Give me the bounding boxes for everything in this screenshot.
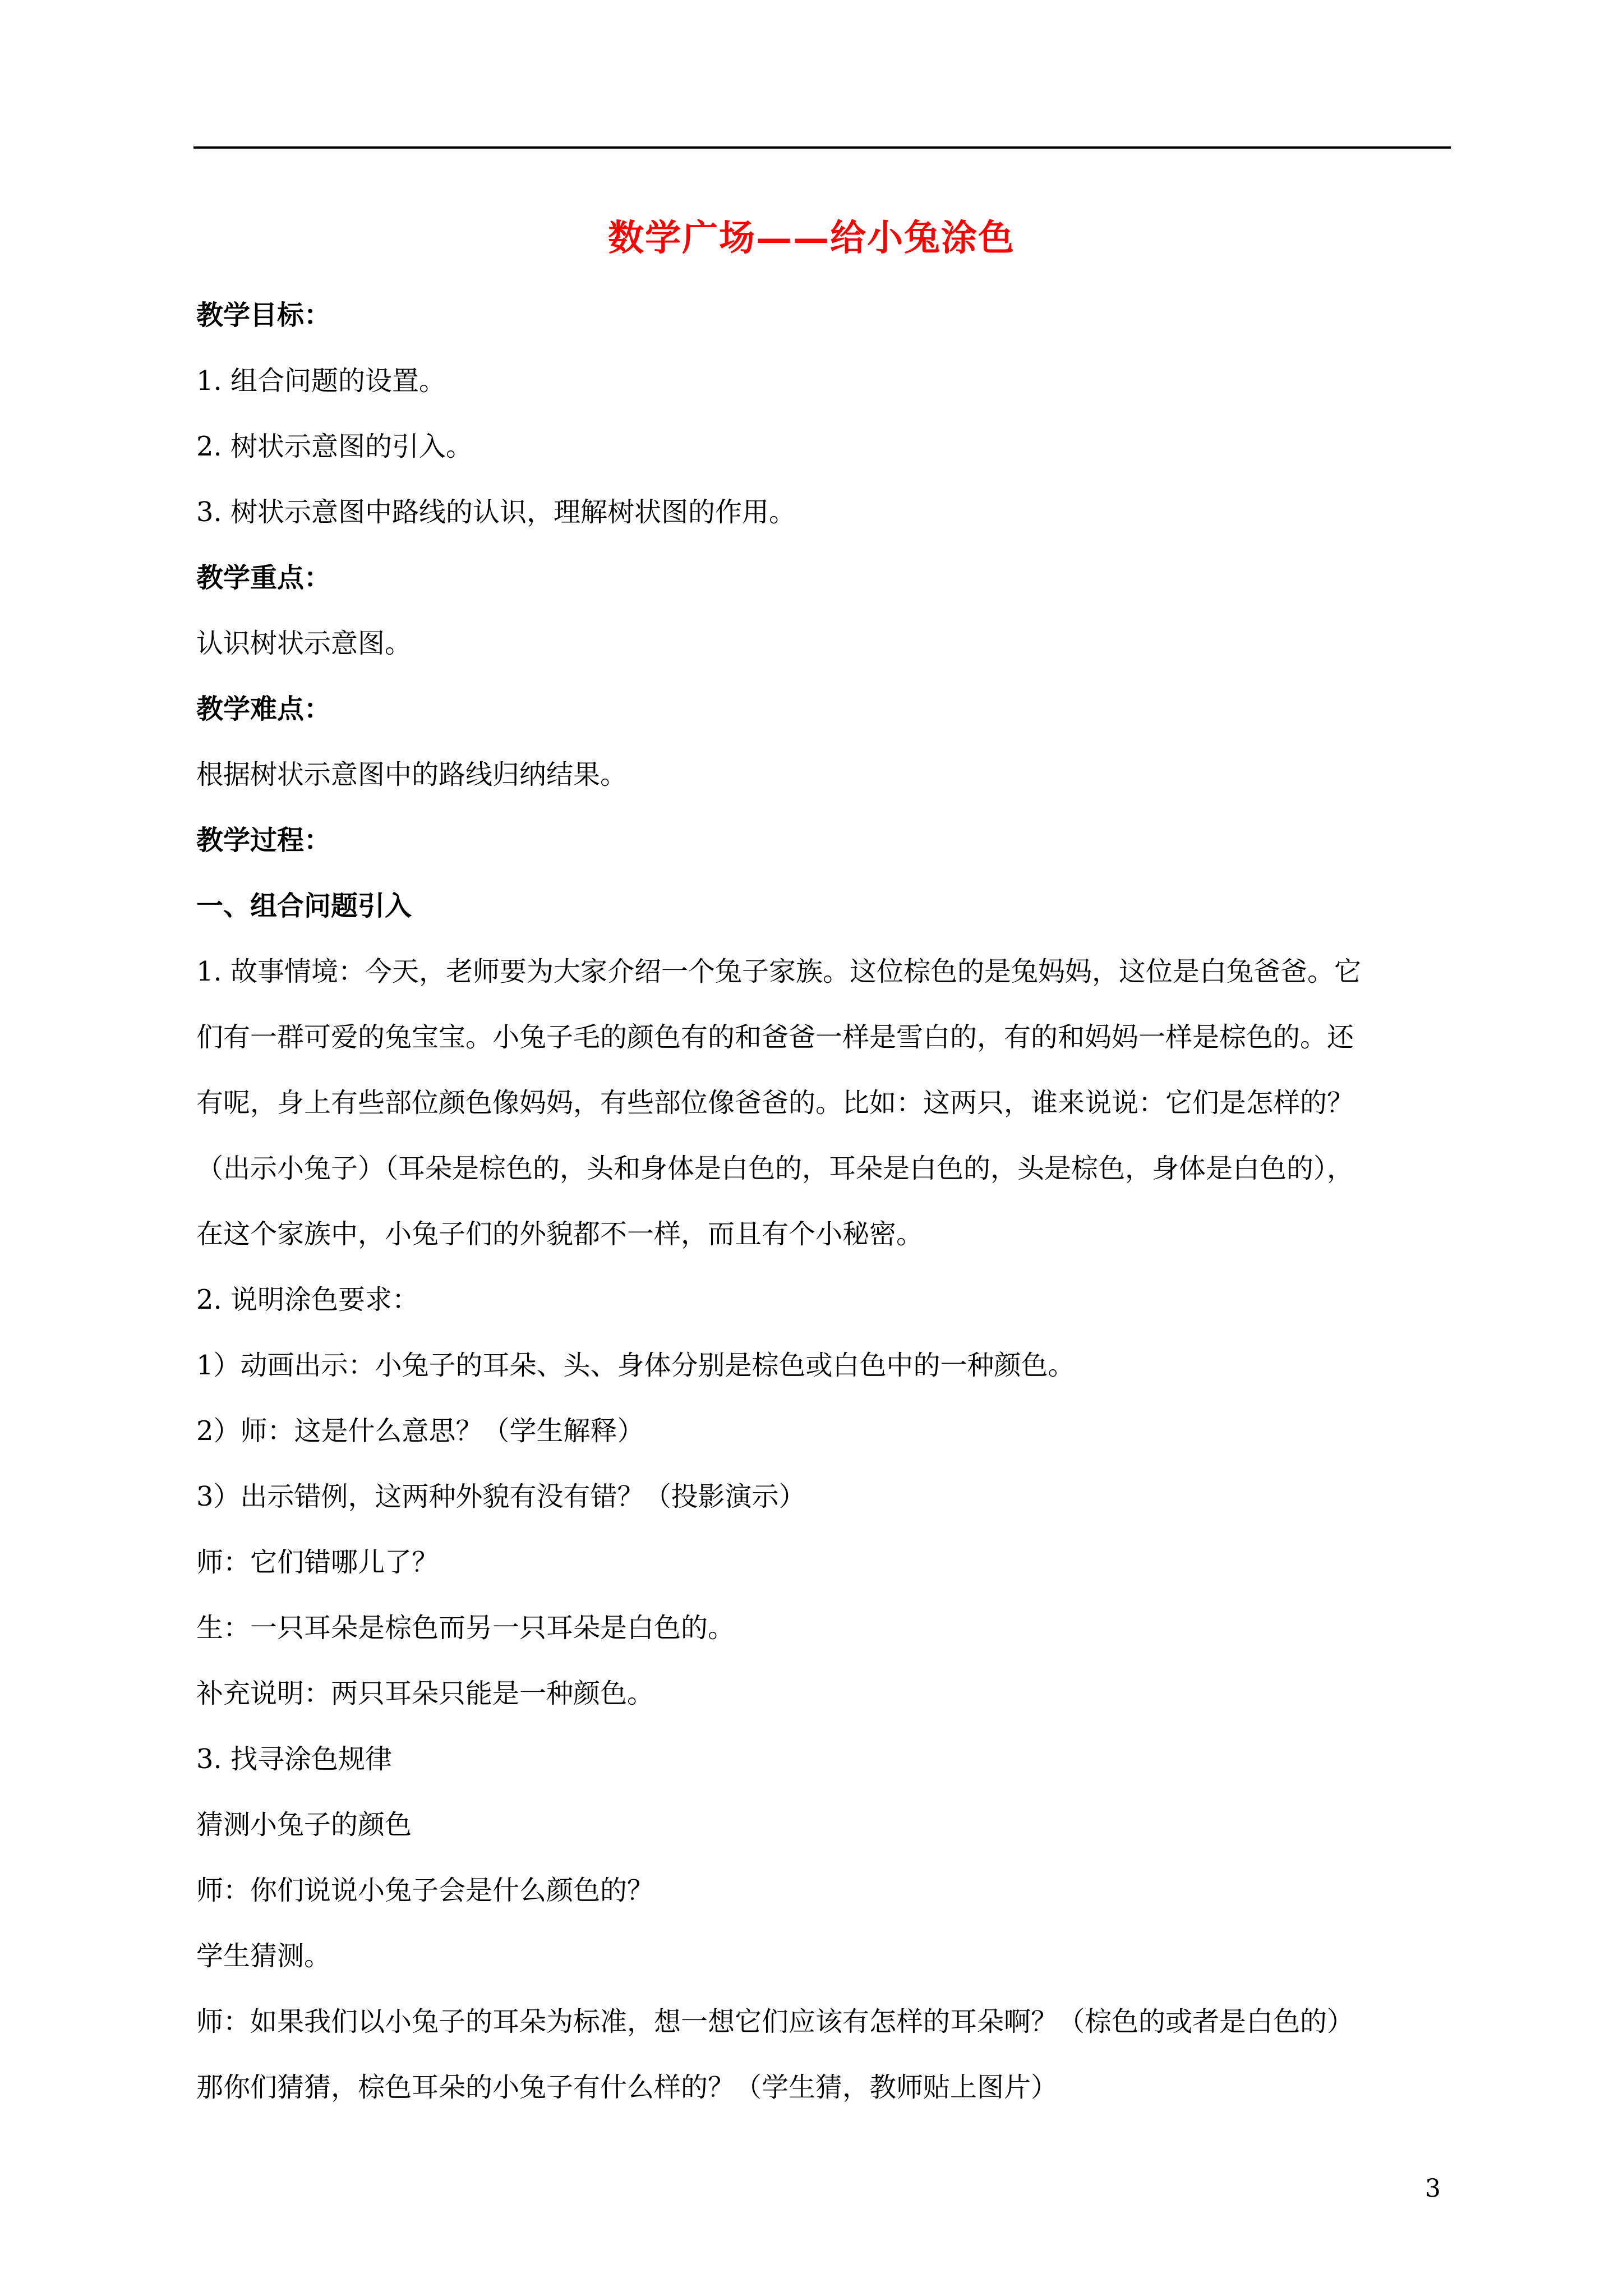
story-paragraph	[196, 953, 1458, 1253]
body-line: 2. 说明涂色要求：	[196, 1284, 419, 1315]
goals-heading: 教学目标：	[196, 300, 331, 331]
document-body	[196, 296, 1458, 2134]
final-paragraph	[196, 2003, 1458, 2106]
body-line: 3）出示错例，这两种外貌有没有错？（投影演示）	[196, 1481, 806, 1512]
story-line: 有呢，身上有些部位颜色像妈妈，有些部位像爸爸的。比如：这两只，谁来说说：它们是怎样的？	[196, 1087, 1354, 1119]
process-heading: 教学过程：	[196, 825, 331, 856]
key-points-heading: 教学重点：	[196, 562, 331, 593]
part1-heading: 一、组合问题引入	[196, 890, 412, 922]
body-line: 补充说明：两只耳朵只能是一种颜色。	[196, 1678, 654, 1709]
document-title: 数学广场——给小兔涂色	[608, 217, 1015, 259]
difficulty-text: 根据树状示意图中的路线归纳结果。	[196, 759, 628, 790]
goal-item: 2. 树状示意图的引入。	[196, 431, 473, 462]
body-line: 师：它们错哪儿了？	[196, 1547, 439, 1578]
body-line: 学生猜测。	[196, 1940, 331, 1972]
header-rule	[193, 146, 1451, 149]
final-line: 那你们猜猜，棕色耳朵的小兔子有什么样的？（学生猜，教师贴上图片）	[196, 2072, 1058, 2103]
key-points-text: 认识树状示意图。	[196, 628, 412, 659]
page-number: 3	[1425, 2174, 1441, 2203]
story-line: 在这个家族中，小兔子们的外貌都不一样，而且有个小秘密。	[196, 1218, 924, 1250]
story-line: 们有一群可爱的兔宝宝。小兔子毛的颜色有的和爸爸一样是雪白的，有的和妈妈一样是棕色的。还	[196, 1022, 1354, 1053]
story-line: 1. 故事情境：今天，老师要为大家介绍一个兔子家族。这位棕色的是兔妈妈，这位是白兔爸爸。它	[196, 956, 1362, 987]
body-line: 2）师：这是什么意思？（学生解释）	[196, 1415, 644, 1447]
final-line: 师：如果我们以小兔子的耳朵为标准，想一想它们应该有怎样的耳朵啊？（棕色的或者是白色的）	[196, 2006, 1354, 2037]
goal-item: 3. 树状示意图中路线的认识，理解树状图的作用。	[196, 496, 796, 528]
goal-item: 1. 组合问题的设置。	[196, 365, 446, 397]
body-line: 1）动画出示：小兔子的耳朵、头、身体分别是棕色或白色中的一种颜色。	[196, 1350, 1075, 1381]
body-line: 3. 找寻涂色规律	[196, 1743, 393, 1775]
body-line: 生：一只耳朵是棕色而另一只耳朵是白色的。	[196, 1612, 735, 1644]
body-line: 猜测小兔子的颜色	[196, 1809, 412, 1841]
story-line: （出示小兔子）（耳朵是棕色的，头和身体是白色的，耳朵是白色的，头是棕色，身体是白色的），	[196, 1153, 1354, 1184]
body-line: 师：你们说说小兔子会是什么颜色的？	[196, 1875, 654, 1906]
difficulty-heading: 教学难点：	[196, 693, 331, 725]
